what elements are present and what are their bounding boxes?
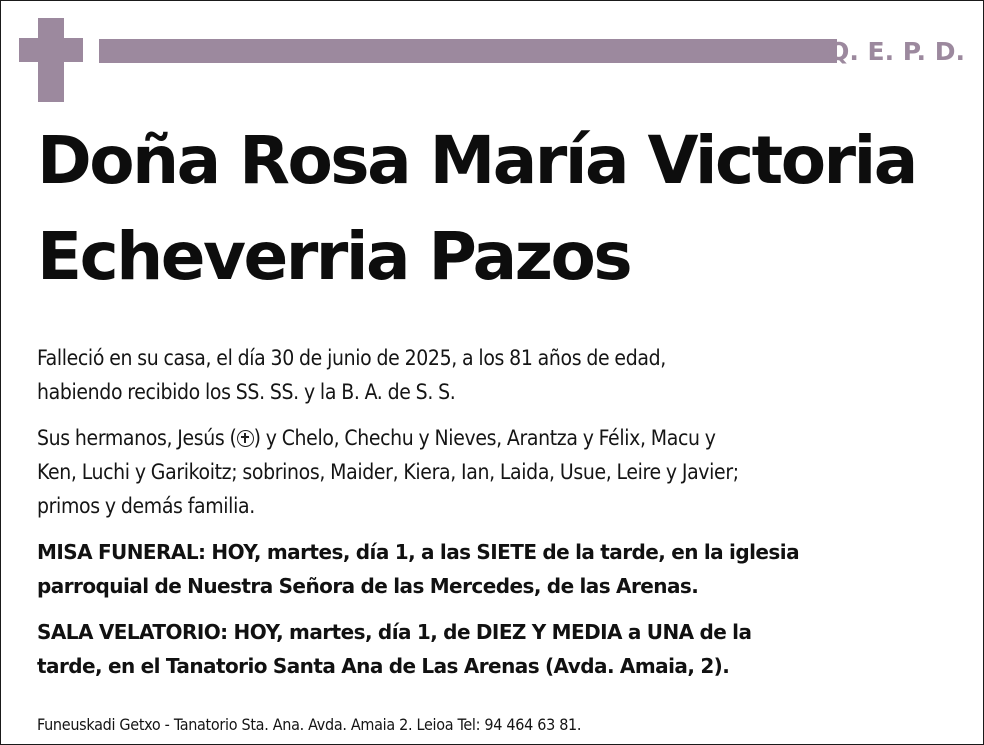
family-paragraph <box>37 421 957 523</box>
death-paragraph <box>37 341 957 409</box>
mass-line-2: parroquial de Nuestra Señora de las Mercedes, de las Arenas. <box>37 574 699 598</box>
latin-cross-icon-arm <box>19 38 83 62</box>
mass-line-1: MISA FUNERAL: HOY, martes, día 1, a las SIETE de la tarde, en la iglesia <box>37 540 800 564</box>
family-line-3: primos y demás familia. <box>37 494 255 518</box>
wake-paragraph <box>37 615 957 683</box>
deceased-name-line-2: Echeverria Pazos <box>37 218 631 295</box>
funeral-home-footer: Funeuskadi Getxo - Tanatorio Sta. Ana. Avda. Amaia 2. Leioa Tel: 94 464 63 81. <box>37 715 582 734</box>
wake-line-2: tarde, en el Tanatorio Santa Ana de Las Arenas (Avda. Amaia, 2). <box>37 654 730 678</box>
header-bar <box>99 39 837 63</box>
qepd-label: Q. E. P. D. <box>828 37 965 66</box>
death-line-1: Falleció en su casa, el día 30 de junio de 2025, a los 81 años de edad, <box>37 346 666 370</box>
family-line-1 <box>37 421 957 455</box>
family-line-1-end: ) y Chelo, Chechu y Nieves, Arantza y Félix, Macu y <box>253 426 716 450</box>
circled-cross-icon <box>237 430 254 447</box>
deceased-name-line-1: Doña Rosa María Victoria <box>37 122 916 199</box>
death-line-2: habiendo recibido los SS. SS. y la B. A. de S. S. <box>37 380 456 404</box>
funeral-mass-paragraph <box>37 535 957 603</box>
family-line-1-start: Sus hermanos, Jesús ( <box>37 426 237 450</box>
wake-line-1: SALA VELATORIO: HOY, martes, día 1, de DIEZ Y MEDIA a UNA de la <box>37 620 752 644</box>
deceased-name <box>37 113 957 305</box>
notice-body <box>37 341 957 695</box>
family-line-2: Ken, Luchi y Garikoitz; sobrinos, Maider, Kiera, Ian, Laida, Usue, Leire y Javier; <box>37 460 739 484</box>
